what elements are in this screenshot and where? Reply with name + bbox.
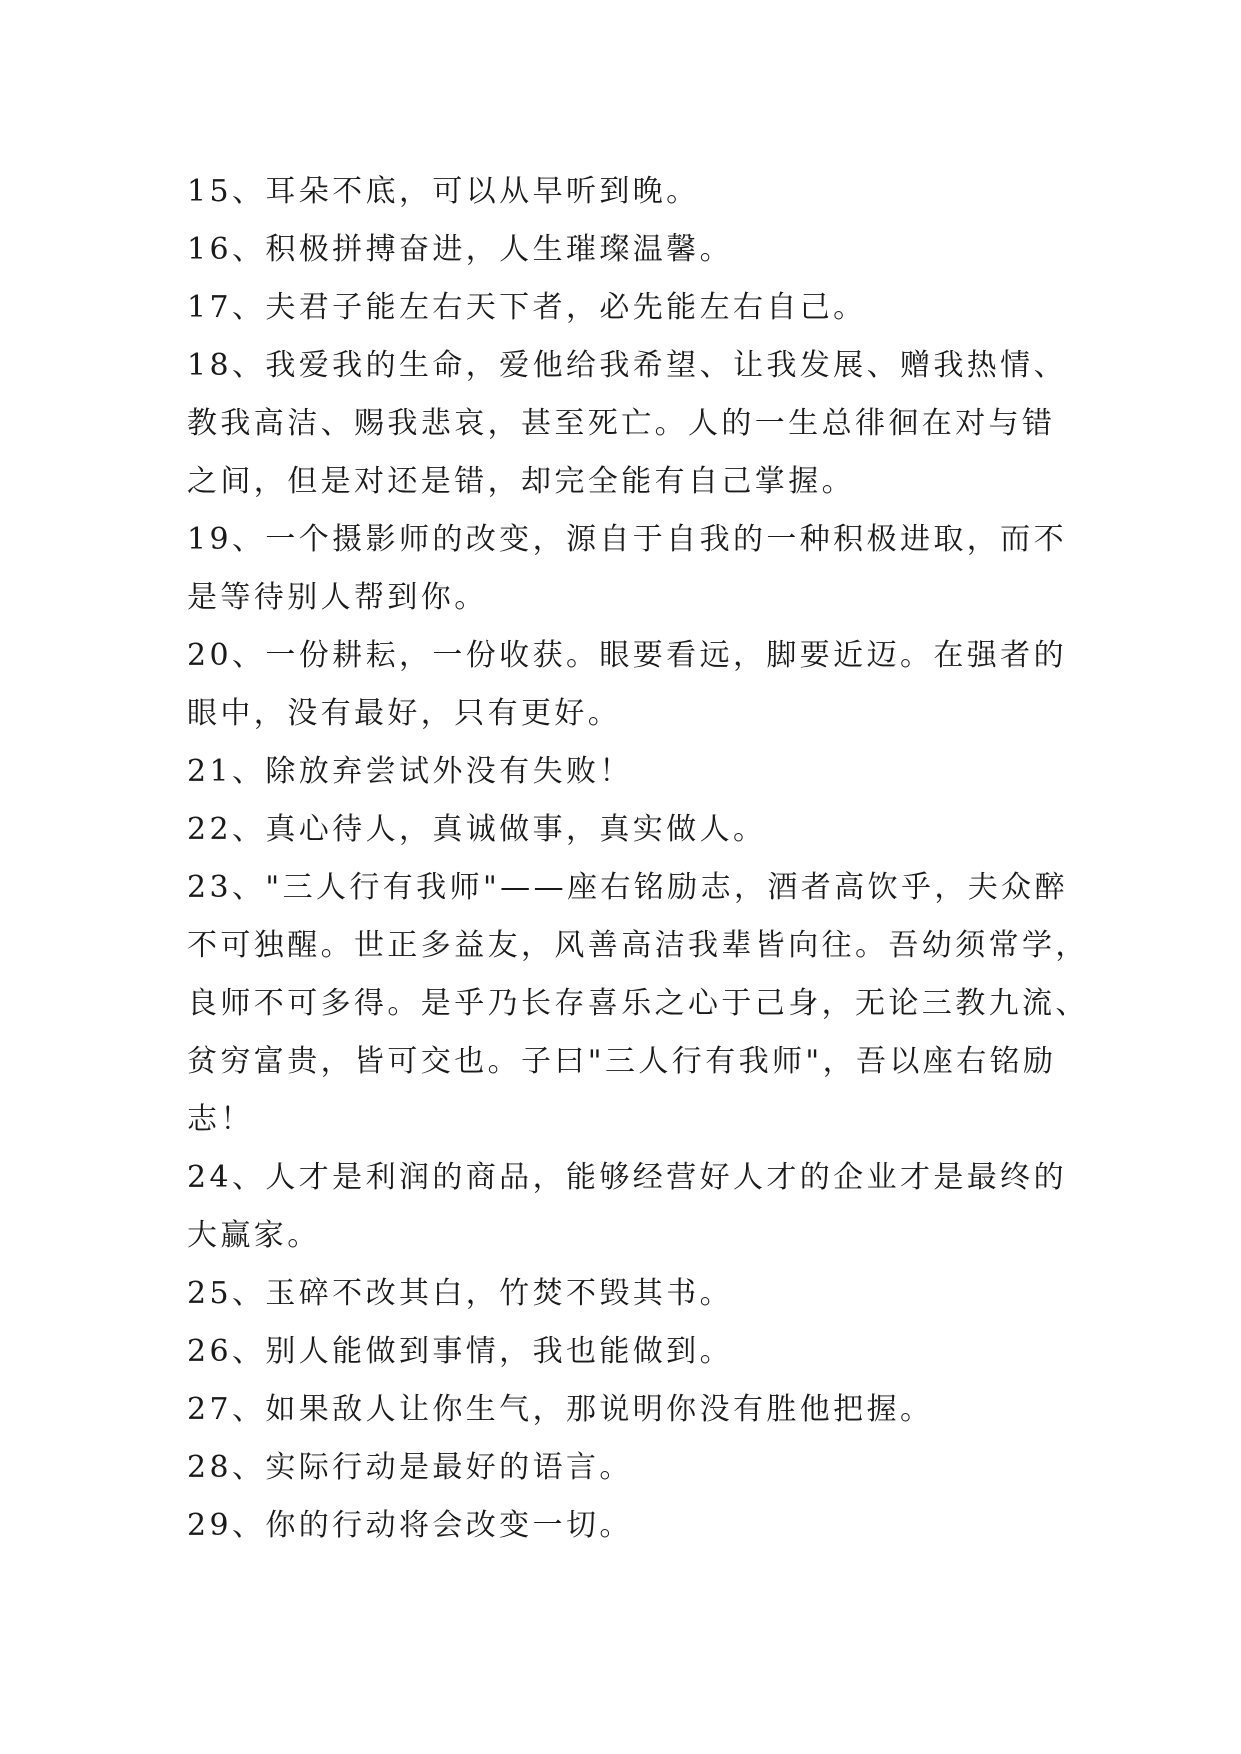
- text-line: 20、一份耕耘，一份收获。眼要看远，脚要近迈。在强者的: [187, 638, 1067, 673]
- text-line: 19、一个摄影师的改变，源自于自我的一种积极进取，而不: [187, 522, 1067, 557]
- text-line: 23、"三人行有我师"——座右铭励志，酒者高饮乎，夫众醉: [187, 870, 1068, 905]
- text-line: 是等待别人帮到你。: [187, 580, 488, 615]
- text-line: 16、积极拼搏奋进，人生璀璨温馨。: [187, 232, 733, 267]
- text-line: 17、夫君子能左右天下者，必先能左右自己。: [187, 290, 867, 325]
- text-line: 15、耳朵不底，可以从早听到晚。: [187, 174, 700, 209]
- text-line: 27、如果敌人让你生气，那说明你没有胜他把握。: [187, 1392, 934, 1427]
- text-line: 25、玉碎不改其白，竹焚不毁其书。: [187, 1276, 733, 1311]
- text-line: 26、别人能做到事情，我也能做到。: [187, 1334, 733, 1369]
- text-line: 贫穷富贵，皆可交也。子曰"三人行有我师"，吾以座右铭励: [187, 1044, 1057, 1079]
- text-line: 良师不可多得。是乎乃长存喜乐之心于己身，无论三教九流、: [187, 986, 1089, 1021]
- text-line: 18、我爱我的生命，爱他给我希望、让我发展、赠我热情、: [187, 348, 1067, 383]
- text-line: 教我高洁、赐我悲哀，甚至死亡。人的一生总徘徊在对与错: [187, 406, 1056, 441]
- text-line: 不可独醒。世正多益友，风善高洁我辈皆向往。吾幼须常学，: [187, 928, 1089, 963]
- text-line: 28、实际行动是最好的语言。: [187, 1450, 633, 1485]
- text-line: 29、你的行动将会改变一切。: [187, 1508, 633, 1543]
- text-line: 24、人才是利润的商品，能够经营好人才的企业才是最终的: [187, 1160, 1067, 1195]
- text-line: 21、除放弃尝试外没有失败！: [187, 754, 633, 789]
- text-line: 22、真心待人，真诚做事，真实做人。: [187, 812, 767, 847]
- text-line: 之间，但是对还是错，却完全能有自己掌握。: [187, 464, 855, 499]
- document-body: [187, 163, 1089, 1555]
- text-line: 大赢家。: [187, 1218, 321, 1253]
- text-line: 眼中，没有最好，只有更好。: [187, 696, 622, 731]
- text-line: 志！: [187, 1102, 254, 1137]
